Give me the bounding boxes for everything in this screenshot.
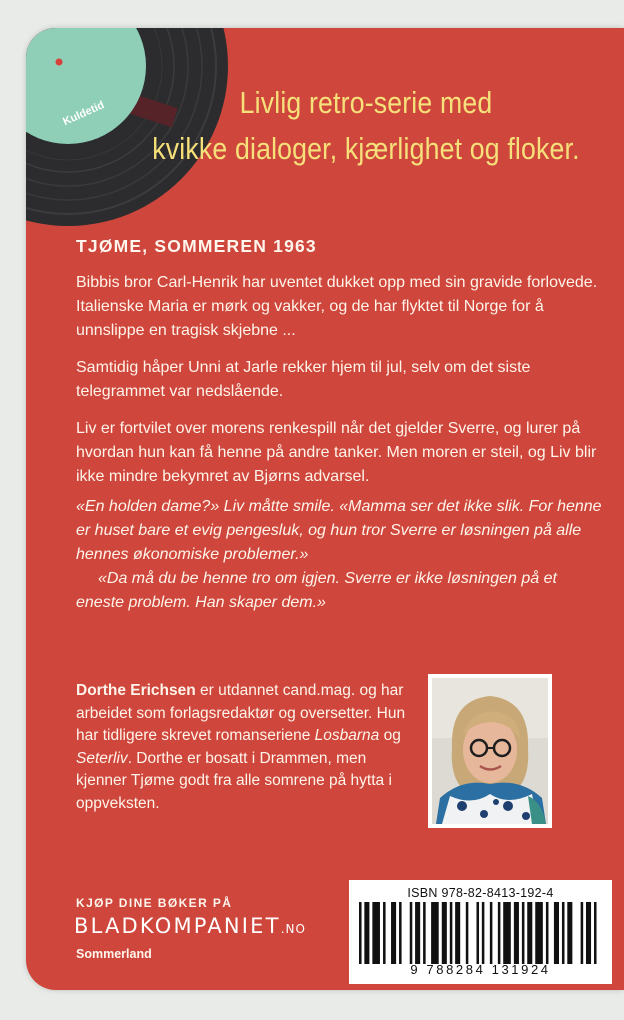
- buy-text: KJØP DINE BØKER PÅ: [76, 896, 233, 910]
- store-logo: [74, 914, 306, 938]
- barcode: [349, 880, 612, 984]
- blurb-paragraph: Samtidig håper Unni at Jarle rekker hjem til jul, selv om det siste telegrammet var nedslående.: [76, 359, 531, 400]
- author-bio-text: og: [379, 727, 401, 744]
- store-tld: .NO: [280, 922, 306, 936]
- author-photo: [428, 674, 552, 828]
- author-bio-text: er utdannet cand.mag. og har arbeidet som forlagsredaktør og oversetter. Hun har tidligere skrevet romanseriene: [76, 682, 406, 744]
- series-title: Losbarna: [314, 727, 380, 744]
- tagline: [125, 80, 607, 172]
- quote-paragraph: «En holden dame?» Liv måtte smile. «Mamma ser det ikke slik. For henne er huset bare et evig pengesluk, og hun tror Sverre er løsningen på alle hennes økonomiske problemer.»: [76, 498, 602, 563]
- isbn-label: ISBN 978-82-8413-192-4: [407, 886, 554, 900]
- blurb-paragraph: Liv er fortvilet over morens renkespill når det gjelder Sverre, og lurer på hvordan hun kan få henne på andre tanker. Men moren er steil, og Liv blir ikke mindre bekymret av Bjørns advarsel.: [76, 420, 597, 485]
- series-title: Seterliv: [76, 749, 128, 767]
- vinyl-label-text: Kuldetid: [61, 99, 107, 129]
- book-back-cover: [26, 28, 624, 990]
- quote-paragraph: «Da må du be henne tro om igjen. Sverre er ikke løsningen på et eneste problem. Han skaper dem.»: [76, 570, 557, 611]
- setting-heading: TJØME, SOMMEREN 1963: [76, 236, 317, 256]
- author-portrait-image: [432, 678, 548, 824]
- barcode-bars: [359, 902, 602, 964]
- excerpt-quote: [76, 495, 606, 615]
- publisher-name: Sommerland: [76, 947, 152, 961]
- author-bio: [76, 680, 421, 815]
- store-name: BLADKOMPANIET: [74, 914, 281, 938]
- tagline-line-2: kvikke dialoger, kjærlighet og floker.: [152, 131, 580, 166]
- blurb-paragraph: Bibbis bror Carl-Henrik har uventet dukket opp med sin gravide forlovede. Italienske Maria er mørk og vakker, og de har flyktet til Norge for å unnslippe en tragisk skjebne ...: [76, 274, 598, 339]
- author-bio-text: . Dorthe er bosatt i Drammen, men kjenner Tjøme godt fra alle somrene på hytta i oppveksten.: [76, 749, 392, 812]
- blurb: [76, 271, 604, 502]
- author-name: Dorthe Erichsen: [76, 682, 196, 699]
- barcode-number: 9 788284 131924: [410, 962, 551, 977]
- vinyl-center-hole-icon: [56, 59, 63, 66]
- tagline-line-1: Livlig retro-serie med: [239, 85, 493, 120]
